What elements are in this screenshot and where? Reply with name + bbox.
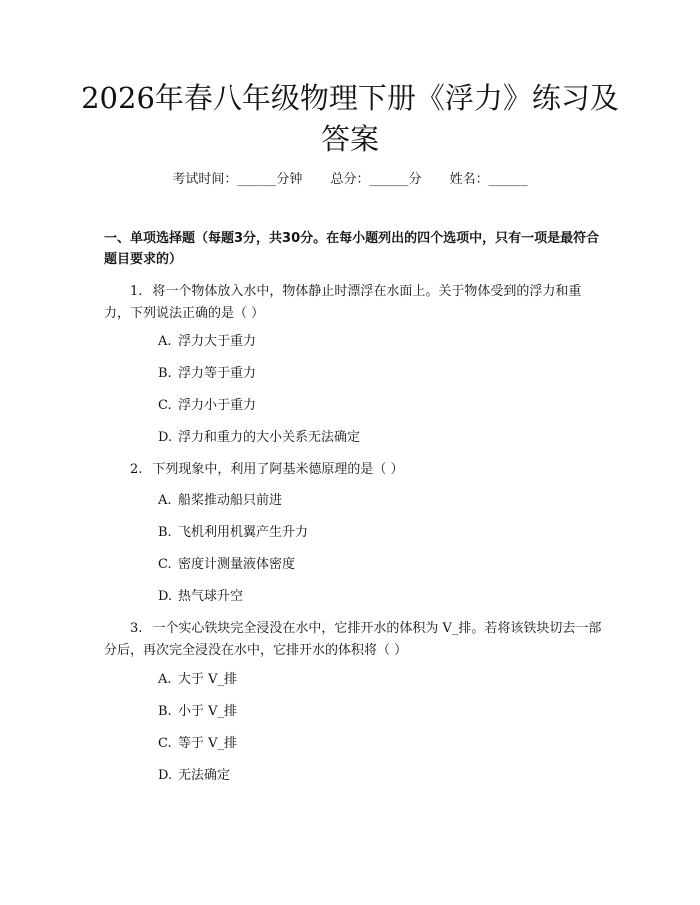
option-label: A. <box>158 672 172 687</box>
option-text: 浮力大于重力 <box>178 334 257 349</box>
option-text: 浮力和重力的大小关系无法确定 <box>178 430 361 445</box>
question-2 <box>104 459 604 481</box>
question-text: 下列现象中，利用了阿基米德原理的是（ ） <box>152 462 404 477</box>
option-text: 无法确定 <box>178 768 231 783</box>
option-1c <box>158 396 256 416</box>
question-number: 3. <box>130 621 143 636</box>
question-3 <box>104 618 604 662</box>
option-1d <box>158 428 360 448</box>
page-title: 2026年春八年级物理下册《浮力》练习及答案 <box>81 81 619 156</box>
option-3c <box>158 734 237 754</box>
option-text: 等于 V_排 <box>178 736 238 751</box>
option-1a <box>158 332 256 352</box>
exam-meta <box>0 168 700 187</box>
student-name: 姓名：______ <box>449 172 528 187</box>
option-text: 热气球升空 <box>178 589 244 604</box>
option-label: C. <box>158 398 172 413</box>
option-2c <box>158 555 295 575</box>
option-text: 小于 V_排 <box>178 704 238 719</box>
option-text: 大于 V_排 <box>178 672 238 687</box>
section-heading: 一、单项选择题（每题3分，共30分。在每小题列出的四个选项中，只有一项是最符合题目要求的） <box>104 231 600 267</box>
option-label: D. <box>158 430 173 445</box>
option-text: 密度计测量液体密度 <box>178 557 296 572</box>
exam-time: 考试时间：______分钟 <box>172 172 303 187</box>
question-text: 一个实心铁块完全浸没在水中，它排开水的体积为 V_排。若将该铁块切去一部分后，再次完全浸没在水中，它排开水的体积将（ ） <box>104 621 602 658</box>
option-2a <box>158 491 282 511</box>
option-label: C. <box>158 557 172 572</box>
option-text: 浮力小于重力 <box>178 398 257 413</box>
question-1 <box>104 281 604 325</box>
option-1b <box>158 364 256 384</box>
option-text: 船桨推动船只前进 <box>178 493 283 508</box>
option-label: B. <box>158 704 172 719</box>
question-text: 将一个物体放入水中，物体静止时漂浮在水面上。关于物体受到的浮力和重力，下列说法正确的是（ ） <box>104 284 582 321</box>
question-number: 2. <box>130 462 143 477</box>
option-3d <box>158 766 230 786</box>
option-label: A. <box>158 493 172 508</box>
option-label: B. <box>158 525 172 540</box>
option-text: 飞机利用机翼产生升力 <box>178 525 309 540</box>
option-2d <box>158 587 243 607</box>
option-text: 浮力等于重力 <box>178 366 257 381</box>
option-label: C. <box>158 736 172 751</box>
option-3b <box>158 702 237 722</box>
option-label: A. <box>158 334 172 349</box>
option-2b <box>158 523 308 543</box>
option-label: D. <box>158 589 173 604</box>
exam-score: 总分：______分 <box>330 172 422 187</box>
question-number: 1. <box>130 284 143 299</box>
option-label: D. <box>158 768 173 783</box>
option-3a <box>158 670 237 690</box>
option-label: B. <box>158 366 172 381</box>
